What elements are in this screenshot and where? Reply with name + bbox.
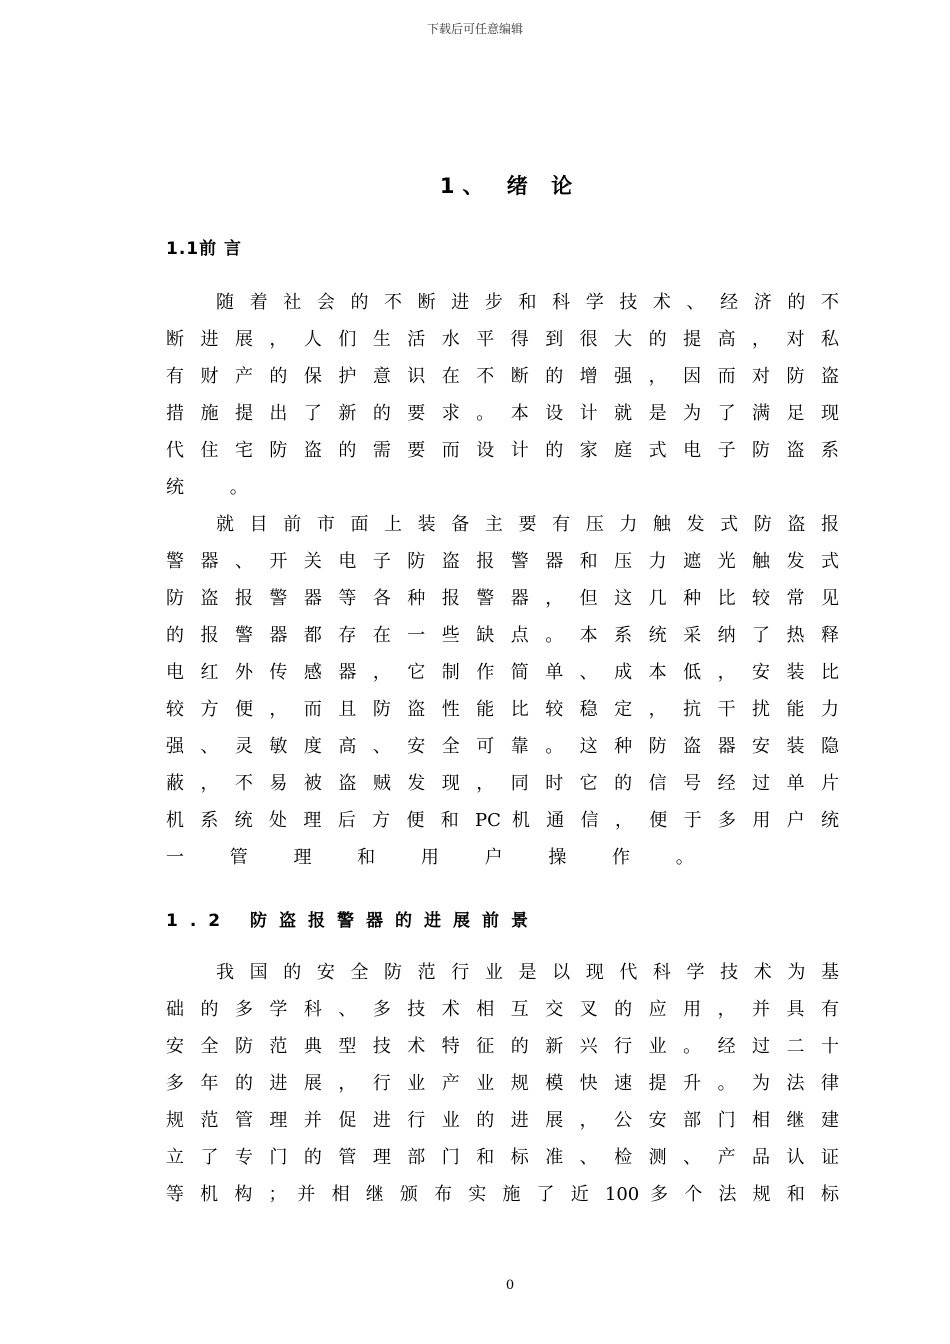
- text-line: 我 国 的 安 全 防 范 行 业 是 以 现 代 科 学 技 术 为 基: [216, 962, 839, 983]
- text-line: 规 范 管 理 并 促 进 行 业 的 进 展 ， 公 安 部 门 相 继 建: [166, 1110, 839, 1131]
- text-line: 措 施 提 出 了 新 的 要 求 。 本 设 计 就 是 为 了 满 足 现: [166, 403, 839, 424]
- header-note: 下载后可任意编辑: [426, 22, 523, 36]
- text-line: 就 目 前 市 面 上 装 备 主 要 有 压 力 触 发 式 防 盗 报: [216, 514, 839, 535]
- text-line: 安 全 防 范 典 型 技 术 特 征 的 新 兴 行 业 。 经 过 二 十: [166, 1036, 839, 1057]
- text-line: 一 管 理 和 用 户 操 作 。: [166, 847, 714, 868]
- text-line: 等 机 构 ； 并 相 继 颁 布 实 施 了 近 100 多 个 法 规 和 标: [166, 1184, 839, 1205]
- text-line: 较 方 便 ， 而 且 防 盗 性 能 比 较 稳 定 ， 抗 干 扰 能 力: [166, 699, 839, 720]
- text-line: 多 年 的 进 展 ， 行 业 产 业 规 模 快 速 提 升 。 为 法 律: [166, 1073, 839, 1094]
- text-line: 立 了 专 门 的 管 理 部 门 和 标 准 、 检 测 、 产 品 认 证: [166, 1147, 839, 1168]
- chapter-title: 1、 绪 论: [439, 174, 581, 198]
- page-number: 0: [505, 1278, 515, 1293]
- text-line: 电 红 外 传 感 器 ， 它 制 作 简 单 、 成 本 低 ， 安 装 比: [166, 662, 839, 683]
- text-line: 代 住 宅 防 盗 的 需 要 而 设 计 的 家 庭 式 电 子 防 盗 系: [166, 440, 839, 461]
- text-line: 统 。: [166, 477, 268, 498]
- text-line: 断 进 展 ， 人 们 生 活 水 平 得 到 很 大 的 提 高 ， 对 私: [166, 329, 839, 350]
- text-line: 防 盗 报 警 器 等 各 种 报 警 器 ， 但 这 几 种 比 较 常 见: [166, 588, 839, 609]
- text-line: 警 器 、 开 关 电 子 防 盗 报 警 器 和 压 力 遮 光 触 发 式: [166, 551, 839, 572]
- section-title-1-2: 1.2 防盗报警器的进展前景: [166, 911, 541, 931]
- text-line: 蔽 ， 不 易 被 盗 贼 发 现 ， 同 时 它 的 信 号 经 过 单 片: [166, 773, 839, 794]
- section-title-1-1: 1.1前 言: [166, 239, 243, 259]
- text-line: 强 、 灵 敏 度 高 、 安 全 可 靠 。 这 种 防 盗 器 安 装 隐: [166, 736, 839, 757]
- text-line: 随 着 社 会 的 不 断 进 步 和 科 学 技 术 、 经 济 的 不: [216, 292, 839, 313]
- text-line: 有 财 产 的 保 护 意 识 在 不 断 的 增 强 ， 因 而 对 防 盗: [166, 366, 839, 387]
- text-line: 机 系 统 处 理 后 方 便 和 PC 机 通 信 ， 便 于 多 用 户 统: [166, 810, 840, 831]
- text-line: 的 报 警 器 都 存 在 一 些 缺 点 。 本 系 统 采 纳 了 热 释: [166, 625, 839, 646]
- text-line: 础 的 多 学 科 、 多 技 术 相 互 交 叉 的 应 用 ， 并 具 有: [166, 999, 839, 1020]
